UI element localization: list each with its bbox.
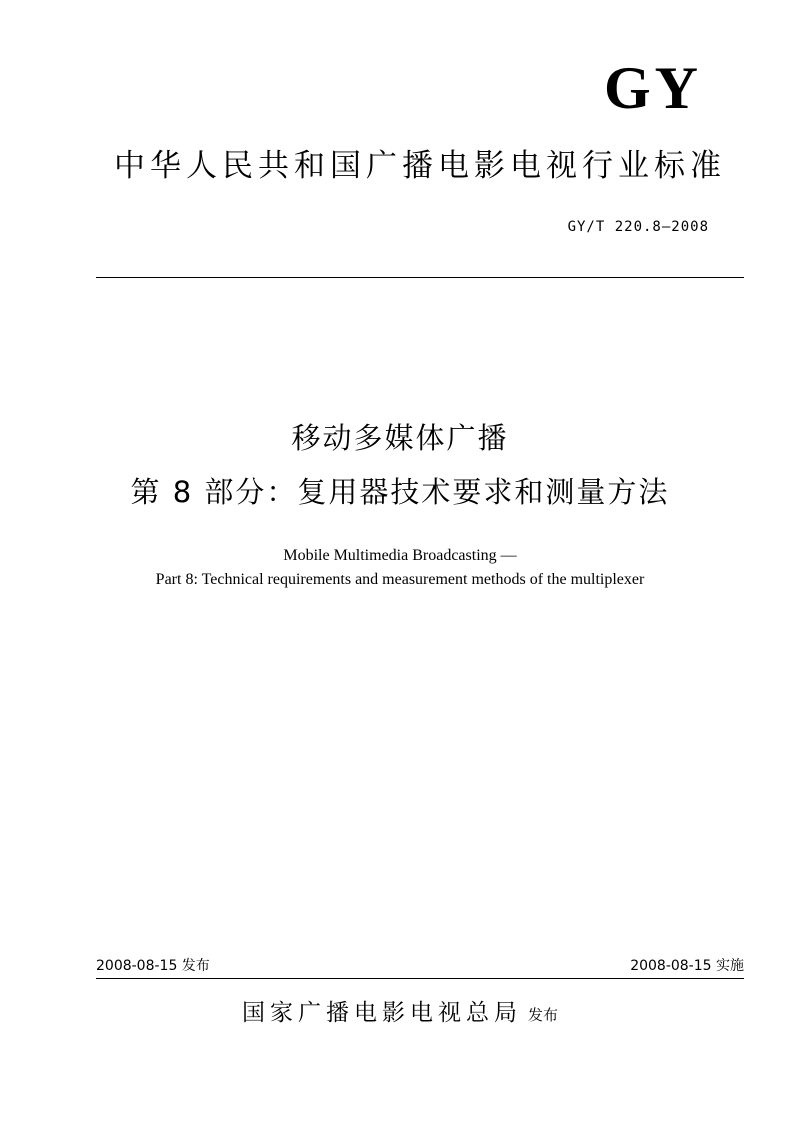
document-title-en-part: Part 8: Technical requirements and measurement methods of the multiplexer: [155, 571, 645, 588]
implementation-date: 2008-08-15 实施: [630, 958, 744, 974]
document-title-en-main: Mobile Multimedia Broadcasting —: [283, 547, 517, 564]
publisher-line: [0, 1000, 800, 1028]
footer-divider: [96, 978, 744, 979]
publisher-suffix: 发布: [527, 1006, 558, 1024]
standard-number: GY/T 220.8—2008: [567, 219, 709, 235]
document-title-zh-part: 第 8 部分：复用器技术要求和测量方法: [130, 475, 670, 509]
document-title-zh-main: 移动多媒体广播: [291, 421, 509, 455]
publisher-name: 国家广播电影电视总局: [241, 1000, 522, 1026]
issue-date: 2008-08-15 发布: [96, 958, 210, 974]
gy-logo: GY: [604, 55, 702, 121]
standard-category-title: 中华人民共和国广播电影电视行业标准: [114, 148, 726, 184]
header-divider: [96, 277, 744, 278]
